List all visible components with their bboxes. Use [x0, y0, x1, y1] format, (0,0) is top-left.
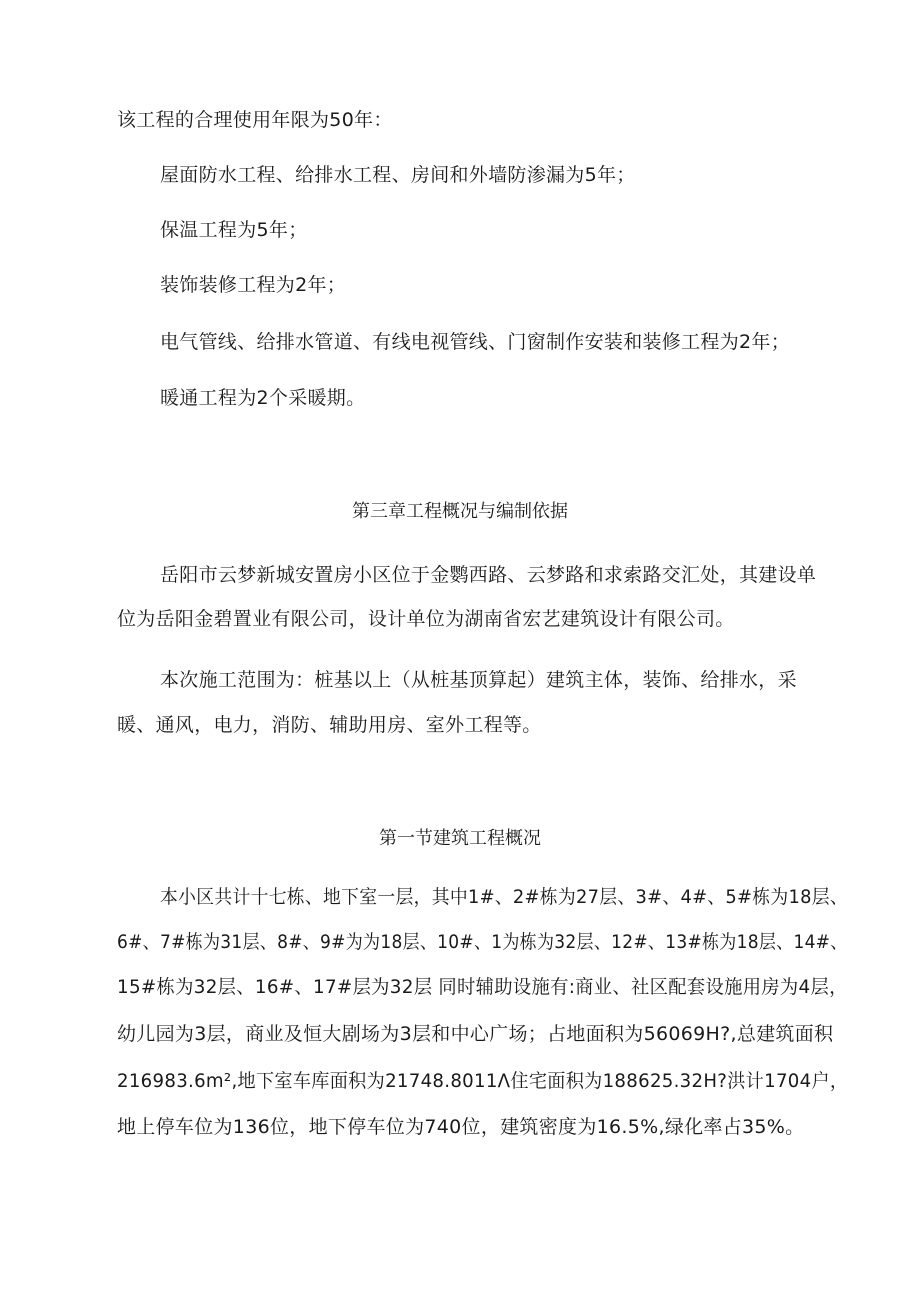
chapter-3-title: 第三章工程概况与编制依据	[352, 501, 568, 522]
section-1-line1: 本小区共计十七栋、地下室一层，其中1#、2#栋为27层、3#、4#、5#栋为18层、	[160, 886, 848, 908]
section-1-title: 第一节建筑工程概况	[379, 828, 541, 849]
warranty-intro: 该工程的合理使用年限为50年：	[117, 109, 393, 131]
chapter-3-para2-line1: 本次施工范围为：桩基以上（从桩基顶算起）建筑主体，装饰、给排水，采	[160, 669, 797, 691]
section-1-line5: 216983.6m²,地下室车库面积为21748.8011Λ住宅面积为188625.32H?洪计1704户，	[117, 1070, 849, 1092]
warranty-item-decoration: 装饰装修工程为2年；	[160, 274, 347, 296]
section-1-line6: 地上停车位为136位，地下停车位为740位，建筑密度为16.5%,绿化率占35%。	[117, 1116, 805, 1138]
warranty-item-heating: 暖通工程为2个采暖期。	[160, 387, 366, 409]
chapter-3-para1-line1: 岳阳市云梦新城安置房小区位于金鹦西路、云梦路和求索路交汇处，其建设单	[160, 564, 817, 586]
warranty-item-insulation: 保温工程为5年；	[160, 219, 308, 241]
chapter-3-para2-line2: 暖、通风，电力，消防、辅助用房、室外工程等。	[117, 714, 542, 736]
section-1-line4: 幼儿园为3层，商业及恒大剧场为3层和中心广场；占地面积为56069H?,总建筑面积	[117, 1023, 834, 1045]
section-1-line3: 15#栋为32层、16#、17#层为32层 同时辅助设施有:商业、社区配套设施用房为4层，	[117, 976, 848, 998]
section-1-line2: 6#、7#栋为31层、8#、9#为为18层、10#、1为栋为32层、12#、13#栋为18层、14#、	[117, 931, 848, 953]
warranty-item-roof: 屋面防水工程、给排水工程、房间和外墙防渗漏为5年；	[160, 164, 636, 186]
chapter-3-para1-line2: 位为岳阳金碧置业有限公司，设计单位为湖南省宏艺建筑设计有限公司。	[117, 608, 735, 630]
warranty-item-electrical: 电气管线、给排水管道、有线电视管线、门窗制作安装和装修工程为2年；	[160, 331, 790, 353]
